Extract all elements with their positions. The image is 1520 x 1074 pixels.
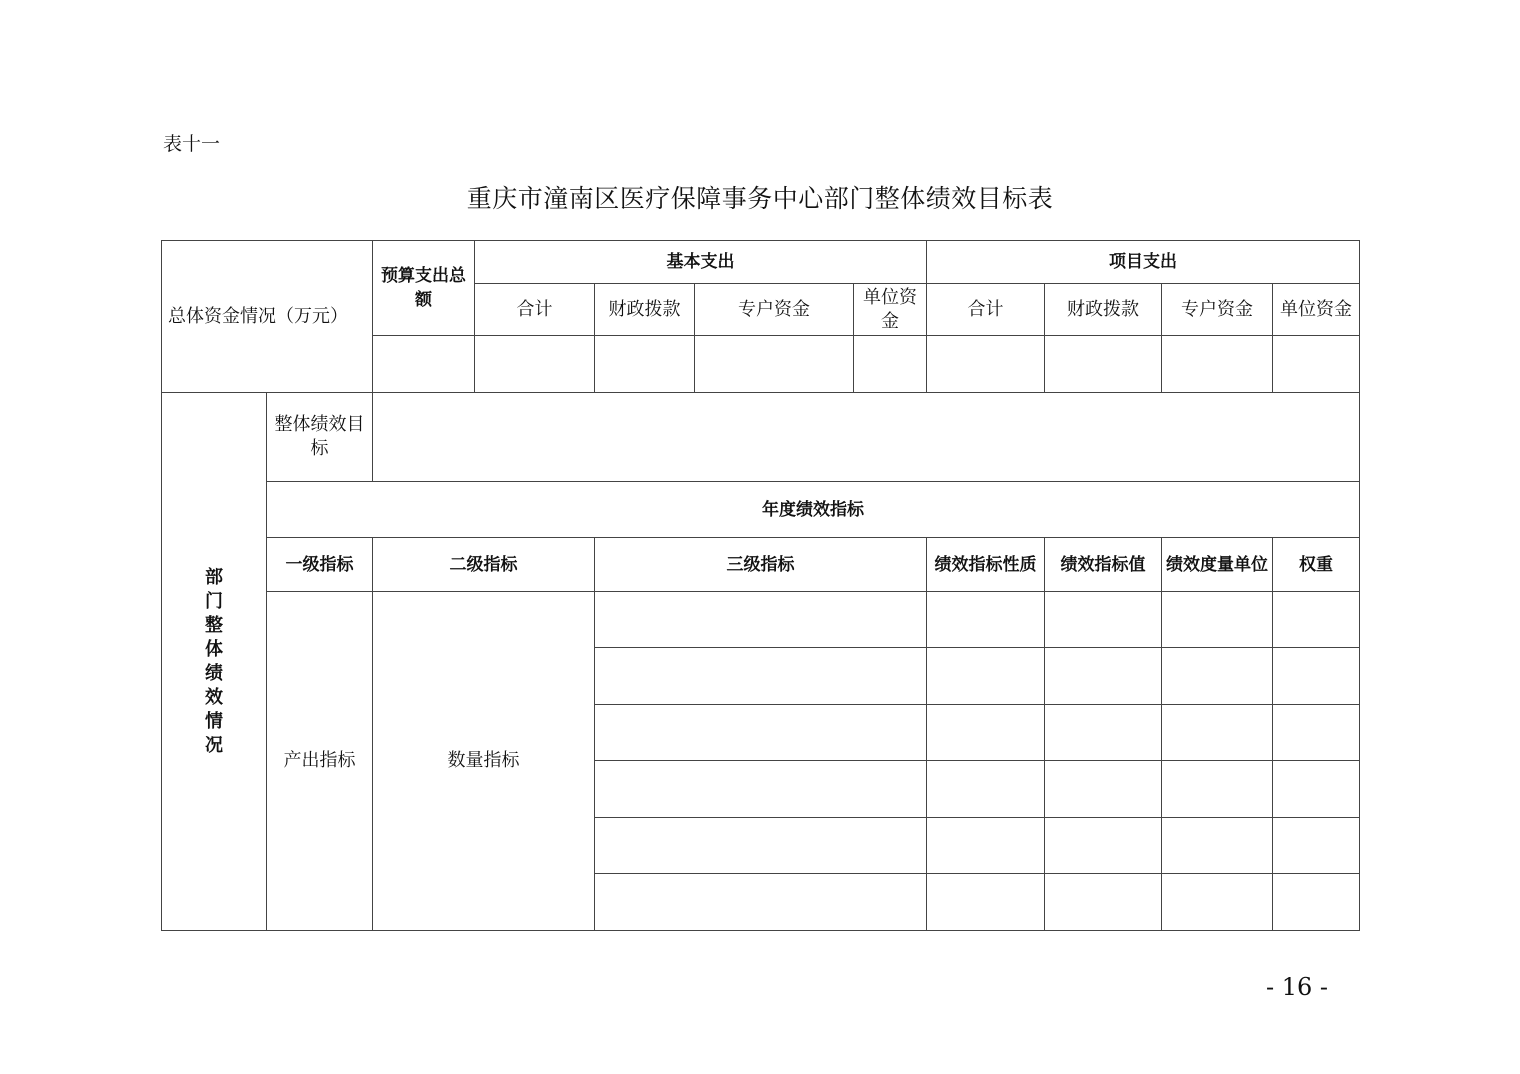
indicator-value-header: 绩效指标值 (1045, 538, 1162, 592)
weight-cell (1273, 818, 1360, 874)
project-total-value-cell (927, 336, 1045, 393)
nature-cell (927, 818, 1045, 874)
weight-header: 权重 (1273, 538, 1360, 592)
project-unit-value-cell (1273, 336, 1360, 393)
unit-cell (1162, 592, 1273, 648)
project-fiscal-value-cell (1045, 336, 1162, 393)
page-number: - 16 - (1266, 973, 1329, 1001)
budget-total-header: 预算支出总额 (373, 241, 475, 336)
value-cell (1045, 874, 1162, 931)
indicator-nature-header: 绩效指标性质 (927, 538, 1045, 592)
project-expenditure-header: 项目支出 (927, 241, 1360, 284)
nature-cell (927, 705, 1045, 761)
value-cell (1045, 648, 1162, 705)
department-performance-section-label (162, 393, 267, 931)
measure-unit-header: 绩效度量单位 (1162, 538, 1273, 592)
unit-cell (1162, 818, 1273, 874)
project-fiscal-header: 财政拨款 (1045, 284, 1162, 336)
level1-indicator-header: 一级指标 (267, 538, 373, 592)
unit-cell (1162, 874, 1273, 931)
total-funds-label: 总体资金情况（万元） (162, 241, 373, 393)
nature-cell (927, 761, 1045, 818)
value-cell (1045, 592, 1162, 648)
level3-cell (595, 648, 927, 705)
project-total-header: 合计 (927, 284, 1045, 336)
table-number: 表十一 (163, 133, 221, 155)
level3-cell (595, 592, 927, 648)
weight-cell (1273, 761, 1360, 818)
basic-fiscal-header: 财政拨款 (595, 284, 695, 336)
weight-cell (1273, 874, 1360, 931)
budget-total-value-cell (373, 336, 475, 393)
level3-cell (595, 818, 927, 874)
project-special-account-header: 专户资金 (1162, 284, 1273, 336)
performance-target-table (161, 240, 1360, 931)
document-title: 重庆市潼南区医疗保障事务中心部门整体绩效目标表 (466, 184, 1054, 213)
nature-cell (927, 874, 1045, 931)
level3-cell (595, 874, 927, 931)
value-cell (1045, 705, 1162, 761)
level3-indicator-header: 三级指标 (595, 538, 927, 592)
basic-fiscal-value-cell (595, 336, 695, 393)
basic-total-header: 合计 (475, 284, 595, 336)
weight-cell (1273, 705, 1360, 761)
basic-special-value-cell (695, 336, 854, 393)
level2-indicator-header: 二级指标 (373, 538, 595, 592)
project-unit-funds-header: 单位资金 (1273, 284, 1360, 336)
annual-indicators-header: 年度绩效指标 (267, 482, 1360, 538)
value-cell (1045, 818, 1162, 874)
weight-cell (1273, 648, 1360, 705)
unit-cell (1162, 705, 1273, 761)
overall-goal-label: 整体绩效目标 (267, 393, 373, 482)
nature-cell (927, 592, 1045, 648)
basic-special-account-header: 专户资金 (695, 284, 854, 336)
basic-unit-value-cell (854, 336, 927, 393)
level2-value-quantity: 数量指标 (373, 592, 595, 931)
level1-value-output: 产出指标 (267, 592, 373, 931)
basic-expenditure-header: 基本支出 (475, 241, 927, 284)
basic-total-value-cell (475, 336, 595, 393)
nature-cell (927, 648, 1045, 705)
weight-cell (1273, 592, 1360, 648)
section-label-text: 部门整体绩效情况 (205, 566, 223, 756)
basic-unit-funds-header: 单位资金 (854, 284, 927, 336)
level3-cell (595, 705, 927, 761)
unit-cell (1162, 761, 1273, 818)
value-cell (1045, 761, 1162, 818)
overall-goal-value-cell (373, 393, 1360, 482)
project-special-value-cell (1162, 336, 1273, 393)
unit-cell (1162, 648, 1273, 705)
level3-cell (595, 761, 927, 818)
